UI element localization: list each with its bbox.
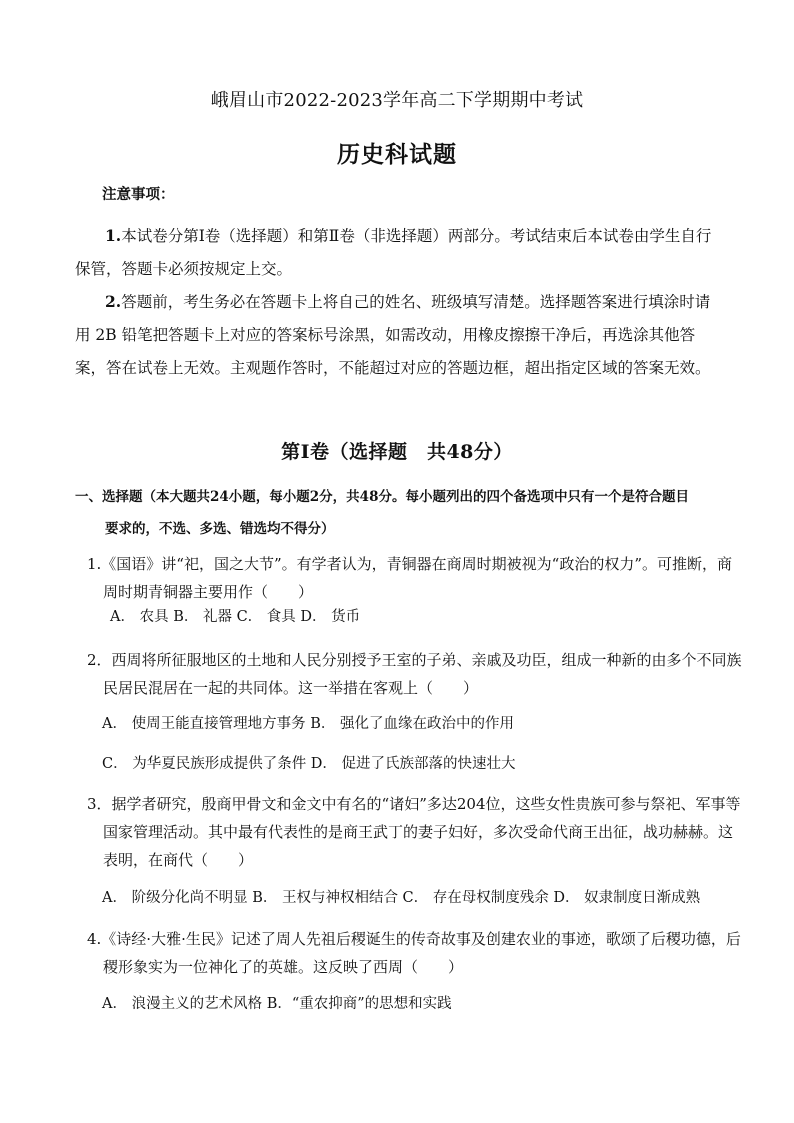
question-2-options-row-2: C． 为华夏民族形成提供了条件 D． 促进了氏族部落的快速壮大 <box>102 756 516 772</box>
notice-item-text: 本试卷分第Ⅰ卷（选择题）和第Ⅱ卷（非选择题）两部分。考试结束后本试卷由学生自行保管，答题卡必须按规定上交。 <box>75 227 712 278</box>
question-2-stem: 2．西周将所征服地区的土地和人民分别授予王室的子弟、亲戚及功臣，组成一种新的由多个不同族民居民混居在一起的共同体。这一举措在客观上（ ） <box>87 651 742 697</box>
notice-item-text: 答题前，考生务必在答题卡上将自己的姓名、班级填写清楚。选择题答案进行填涂时请用 2B 铅笔把答题卡上对应的答案标号涂黑，如需改动，用橡皮擦擦干净后，再选涂其他答案，答在试卷上无效。主观题作答时，不能超过对应的答题边框，超出指定区域的答案无效。 <box>75 293 711 377</box>
question-4-stem: 4.《诗经·大雅·生民》记述了周人先祖后稷诞生的传奇故事及创建农业的事迹，歌颂了后稷功德，后稷形象实为一位神化了的英雄。这反映了西周（ ） <box>87 930 741 976</box>
notice-heading: 注意事项： <box>102 186 175 203</box>
question-1-stem: 1.《国语》讲“祀，国之大节”。有学者认为，青铜器在商周时期被视为“政治的权力”。可推断，商周时期青铜器主要用作（ ） <box>87 555 732 601</box>
question-3-stem: 3．据学者研究，殷商甲骨文和金文中有名的“诸妇”多达204位，这些女性贵族可参与祭祀、军事等国家管理活动。其中最有代表性的是商王武丁的妻子妇好，多次受命代商王出征，战功赫赫。这表明，在商代（ ） <box>87 795 741 869</box>
section-heading <box>75 481 735 545</box>
part-one-title: 第Ⅰ卷（选择题 共48分） <box>281 441 513 463</box>
question-2-options-row-1: A． 使周王能直接管理地方事务 B． 强化了血缘在政治中的作用 <box>102 716 514 732</box>
notice-item-number: 1. <box>105 226 122 245</box>
exam-title: 峨眉山市2022-2023学年高二下学期期中考试 <box>210 90 584 111</box>
question-3-options: A． 阶级分化尚不明显 B． 王权与神权相结合 C． 存在母权制度残余 D． 奴隶制度日渐成熟 <box>102 890 701 906</box>
question-4-options: A． 浪漫主义的艺术风格 B．“重农抑商”的思想和实践 <box>102 996 452 1012</box>
section-heading-continuation: 要求的，不选、多选、错选均不得分） <box>105 521 335 537</box>
section-heading-text: 一、选择题（本大题共24小题，每小题2分，共48分。每小题列出的四个备选项中只有一个是符合题目 <box>75 489 689 505</box>
subject-title: 历史科试题 <box>337 141 457 168</box>
notice-item-1 <box>75 219 725 286</box>
notice-item-number: 2. <box>105 292 122 311</box>
question-1-options: A． 农具 B． 礼器 C． 食具 D． 货币 <box>110 609 361 625</box>
notice-item-2 <box>75 285 725 385</box>
